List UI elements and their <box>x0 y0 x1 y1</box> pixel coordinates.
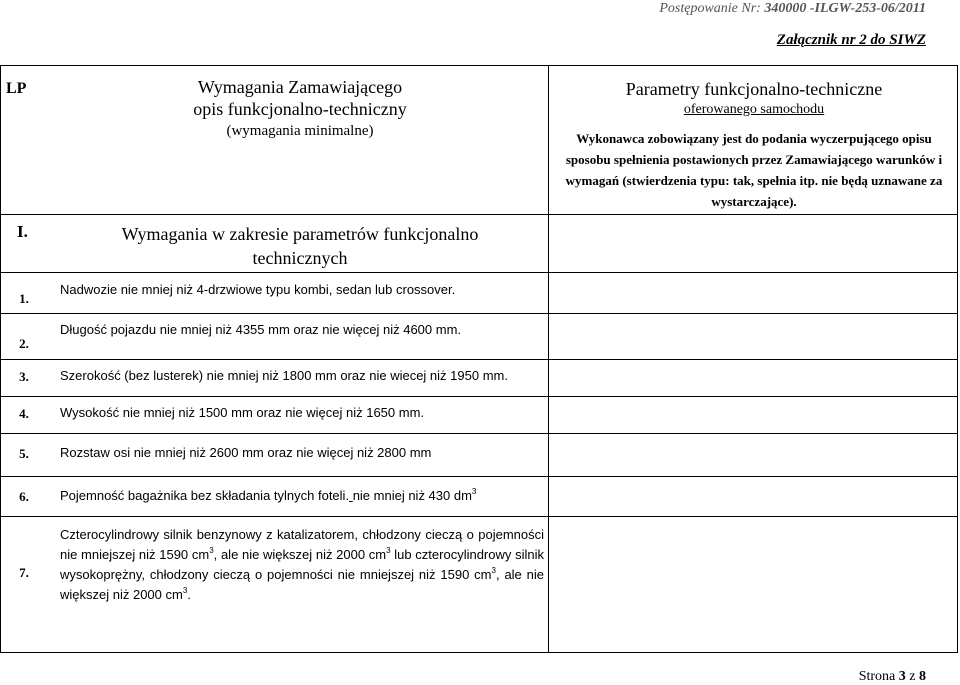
procedure-number-header <box>659 1 926 17</box>
lp-header: LP <box>6 80 27 97</box>
row-divider <box>0 359 958 360</box>
table-bottom-border <box>0 652 958 653</box>
row-divider <box>0 433 958 434</box>
column-divider <box>548 65 549 653</box>
procedure-prefix: Postępowanie Nr: <box>659 1 765 16</box>
requirement-text-part: . <box>187 587 191 602</box>
section-title-line1: Wymagania w zakresie parametrów funkcjonalno <box>121 224 479 244</box>
requirements-subtitle: (wymagania minimalne) <box>226 123 374 139</box>
section-title <box>80 222 520 270</box>
requirement-text: Długość pojazdu nie mniej niż 4355 mm oraz nie więcej niż 4600 mm. <box>60 322 462 337</box>
row-number: 5. <box>19 446 29 461</box>
parameters-title: Parametry funkcjonalno-techniczne <box>625 79 883 99</box>
parameters-header <box>552 78 956 212</box>
row-number: 6. <box>19 489 29 504</box>
section-number: I. <box>17 222 28 241</box>
row-number: 3. <box>19 369 29 384</box>
requirements-title-line2: opis funkcjonalno-techniczny <box>193 99 407 119</box>
row-number: 4. <box>19 406 29 421</box>
superscript: 3 <box>386 546 391 555</box>
superscript: 3 <box>471 487 477 496</box>
requirement-text: Wysokość nie mniej niż 1500 mm oraz nie więcej niż 1650 mm. <box>60 405 425 420</box>
requirement-text-part: lub czterocylindrowy silnik wysokoprężny, chłodzony cieczą o pojemności nie mniejszej niż 1590 cm <box>60 547 544 582</box>
requirement-text: Szerokość (bez lusterek) nie mniej niż 1800 mm oraz nie wiecej niż 1950 mm. <box>60 368 508 383</box>
requirement-text <box>60 525 544 605</box>
requirement-text-part: , ale nie większej niż 2000 cm <box>60 567 544 602</box>
footer-middle: z <box>905 669 919 684</box>
parameters-note: Wykonawca zobowiązany jest do podania wyczerpującego opisu sposobu spełnienia postawionych przez Zamawiającego warunków i wymagań (stwierdzenia typu: tak, spełnia itp. nie będą uznawane za wystarczające). <box>565 131 943 209</box>
row-number: 2. <box>19 336 29 351</box>
row-divider <box>0 396 958 397</box>
superscript: 3 <box>209 546 214 555</box>
row-divider <box>0 476 958 477</box>
requirement-text-part: nie mniej niż 430 dm <box>352 488 472 503</box>
requirement-text <box>60 488 476 503</box>
requirements-title-line1: Wymagania Zamawiającego <box>197 77 403 97</box>
attachment-label: Załącznik nr 2 do SIWZ <box>776 32 926 48</box>
requirement-text: Nadwozie nie mniej niż 4-drzwiowe typu kombi, sedan lub crossover. <box>60 282 456 297</box>
requirement-text-part: Pojemność bagażnika bez składania tylnych foteli. <box>60 488 350 503</box>
requirement-text-part: , ale nie większej niż 2000 cm <box>213 547 387 562</box>
row-divider <box>0 272 958 273</box>
page-total: 8 <box>919 669 926 684</box>
page-number: 3 <box>898 669 906 684</box>
table-top-border <box>0 65 958 66</box>
parameters-subtitle: oferowanego samochodu <box>683 102 825 117</box>
row-divider <box>0 516 958 517</box>
header-bottom-border <box>0 214 958 215</box>
page-footer <box>859 669 926 685</box>
row-number: 7. <box>19 565 29 580</box>
section-title-line2: technicznych <box>252 248 348 268</box>
requirement-text: Rozstaw osi nie mniej niż 2600 mm oraz nie więcej niż 2800 mm <box>60 445 432 460</box>
table-left-border <box>0 65 1 653</box>
requirements-header <box>150 76 450 142</box>
row-divider <box>0 313 958 314</box>
requirement-text-part: Czterocylindrowy silnik benzynowy z katalizatorem, chłodzony cieczą o pojemności nie mniejszej niż 1590 cm <box>60 527 544 562</box>
footer-prefix: Strona <box>858 669 899 684</box>
superscript: 3 <box>491 566 496 575</box>
row-number: 1. <box>19 291 29 306</box>
table-right-border <box>957 65 958 653</box>
procedure-number: 340000 -ILGW-253-06/2011 <box>764 1 926 16</box>
superscript: 3 <box>182 586 188 595</box>
